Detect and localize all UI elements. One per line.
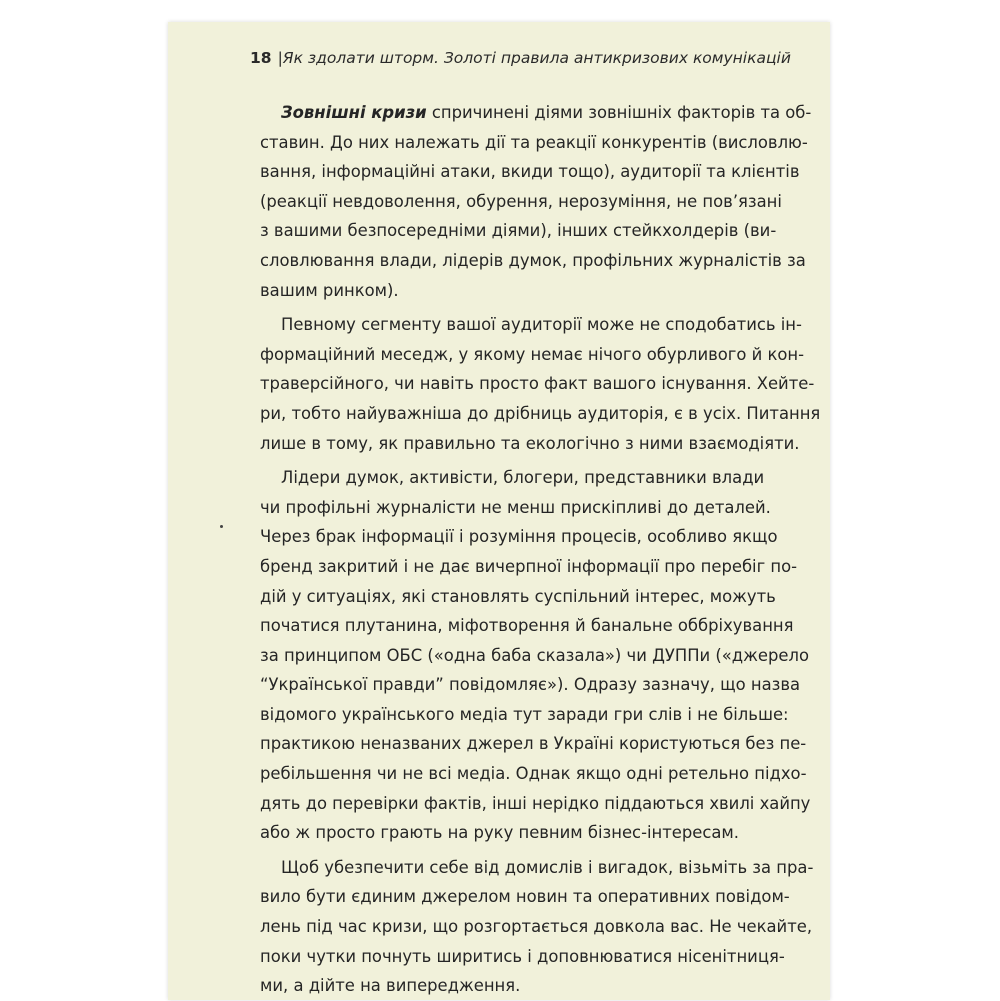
paragraph-line xyxy=(260,340,805,370)
line-text: практикою неназваних джерел в Україні користуються без пе- xyxy=(260,734,807,754)
emphasized-term: Зовнішні кризи xyxy=(281,103,427,122)
paragraph-line xyxy=(260,369,815,399)
paragraph-line xyxy=(260,853,814,883)
paragraph-line xyxy=(260,276,750,306)
paragraph-line xyxy=(260,882,790,912)
paragraph-line xyxy=(260,611,794,641)
page-number: 18 xyxy=(250,49,272,67)
line-text: Щоб убезпечити себе від домислів і вигадок, візьміть за пра- xyxy=(281,857,814,877)
line-text: спричинені діями зовнішніх факторів та об- xyxy=(426,103,812,122)
line-text: чи профільні журналісти не менш прискіпливі до деталей. xyxy=(260,497,771,517)
paper-speck xyxy=(220,525,223,528)
line-text: з вашими безпосередніми діями), інших стейкхолдерів (ви- xyxy=(260,221,777,241)
line-text: вання, інформаційні атаки, вкиди тощо), аудиторії та клієнтів xyxy=(260,162,800,182)
paragraph-line xyxy=(260,246,806,276)
running-header xyxy=(250,48,810,68)
line-text: вило бути єдиним джерелом новин та оперативних повідом- xyxy=(260,887,790,907)
line-text: Через брак інформації і розуміння процесів, особливо якщо xyxy=(260,527,778,547)
paragraph-line xyxy=(260,912,813,942)
paragraph-line xyxy=(260,187,782,217)
paragraph-line xyxy=(260,582,776,612)
line-text: поки чутки почнуть ширитись і доповнюватися нісенітниця- xyxy=(260,946,785,966)
paragraph-line xyxy=(260,522,778,552)
book-title: |Як здолати шторм. Золоті правила антикризових комунікацій xyxy=(277,49,791,67)
line-text: траверсійного, чи навіть просто факт вашого існування. Хейте- xyxy=(260,374,815,394)
paragraph-line xyxy=(260,399,821,429)
line-text: ми, а дійте на випередження. xyxy=(260,976,521,996)
line-text: лень під час кризи, що розгортається довкола вас. Не чекайте, xyxy=(260,917,813,937)
line-text: “Української правди” повідомляє»). Одразу зазначу, що назва xyxy=(260,675,801,695)
book-page xyxy=(168,22,830,1000)
paragraph-line xyxy=(260,128,808,158)
line-text: дять до перевірки фактів, інші нерідко піддаються хвилі хайпу xyxy=(260,793,811,813)
line-text: або ж просто грають на руку певним бізнес-інтересам. xyxy=(260,823,740,843)
line-text: початися плутанина, міфотворення й банальне оббріхування xyxy=(260,616,794,636)
line-text: ребільшення чи не всі медіа. Однак якщо одні ретельно підхо- xyxy=(260,764,807,784)
paragraph-line xyxy=(260,463,765,493)
paragraph-line xyxy=(260,759,807,789)
paragraph-line xyxy=(260,98,812,128)
paragraph-line xyxy=(260,216,777,246)
line-text: Певному сегменту вашої аудиторії може не сподобатись ін- xyxy=(281,315,802,335)
paragraph-line xyxy=(260,429,800,459)
line-text: Лідери думок, активісти, блогери, представники влади xyxy=(281,468,765,488)
line-text: лише в тому, як правильно та екологічно з ними взаємодіяти. xyxy=(260,433,800,453)
paragraph-line xyxy=(260,700,789,730)
paragraph-line xyxy=(260,493,771,523)
line-text: ставин. До них належать дії та реакції конкурентів (висловлю- xyxy=(260,132,808,152)
paragraph-line xyxy=(260,641,809,671)
line-text: за принципом ОБС («одна баба сказала») чи ДУППи («джерело xyxy=(260,645,809,665)
paragraph-line xyxy=(260,157,800,187)
line-text: ри, тобто найуважніша до дрібниць аудиторія, є в усіх. Питання xyxy=(260,403,821,423)
paragraph-line xyxy=(260,729,807,759)
paragraph-line xyxy=(260,670,801,700)
body-text xyxy=(260,98,821,1001)
paragraph-line xyxy=(260,942,785,972)
paragraph-line xyxy=(260,552,798,582)
line-text: бренд закритий і не дає вичерпної інформації про перебіг по- xyxy=(260,556,798,576)
paragraph-line xyxy=(260,789,811,819)
line-text: відомого українського медіа тут заради гри слів і не більше: xyxy=(260,704,789,724)
line-text: словлювання влади, лідерів думок, профільних журналістів за xyxy=(260,250,806,270)
line-text: формаційний меседж, у якому немає нічого обурливого й кон- xyxy=(260,344,805,364)
paragraph-line xyxy=(260,310,802,340)
line-text: (реакції невдоволення, обурення, нерозуміння, не пов’язані xyxy=(260,191,782,211)
line-text: дій у ситуаціях, які становлять суспільний інтерес, можуть xyxy=(260,586,776,606)
line-text: вашим ринком). xyxy=(260,280,399,300)
paragraph-line xyxy=(260,971,750,1001)
paragraph-line xyxy=(260,818,750,848)
